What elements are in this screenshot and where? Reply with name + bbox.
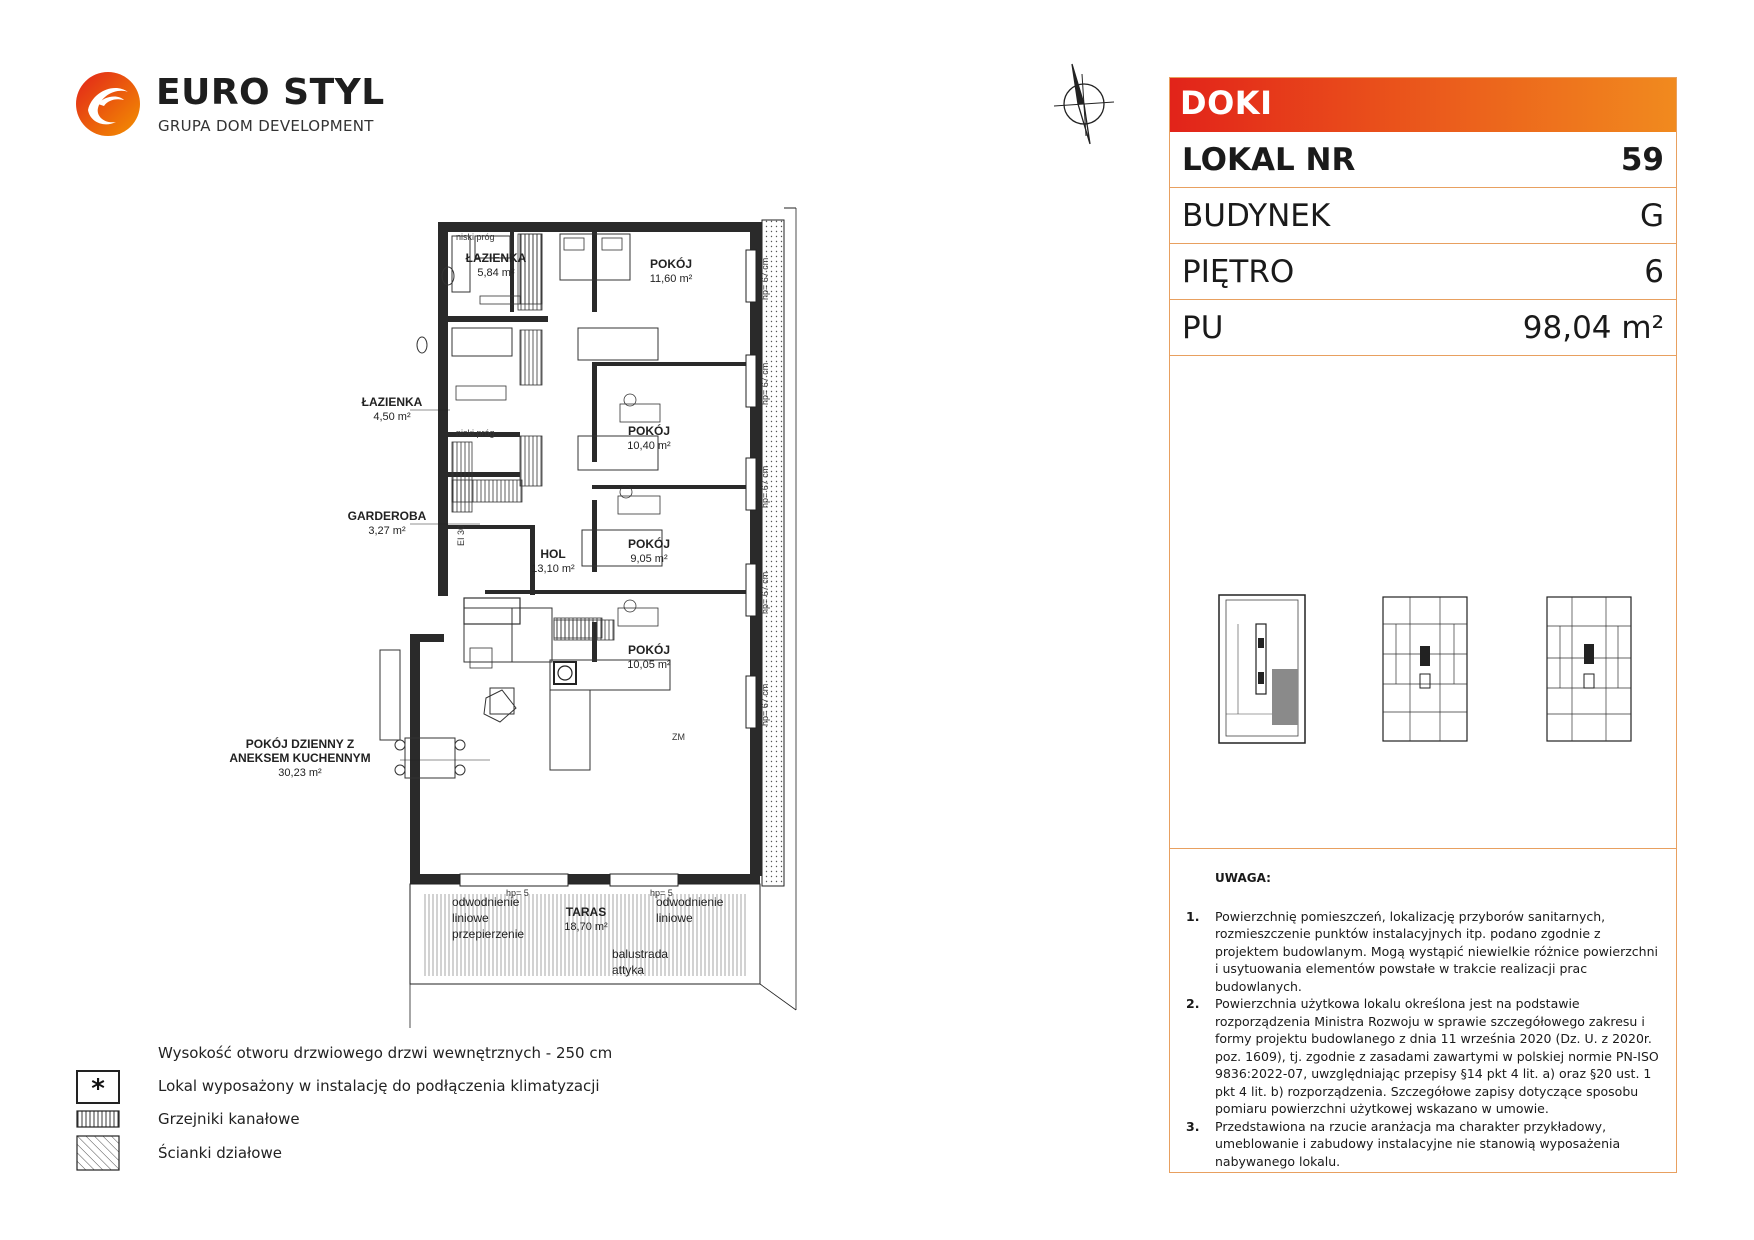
- room-area-lazienka-1: 5,84 m²: [477, 267, 515, 279]
- note-hp67-1: hp= 67 cm: [760, 257, 770, 300]
- room-label-salon-line2: ANEKSEM KUCHENNYM: [229, 751, 371, 765]
- note-text: Przedstawiona na rzucie aranżacja ma charakter przykładowy, umeblowanie i zabudowy instalacyjne nie stanowią wyposażenia nabywanego lokalu.: [1215, 1118, 1621, 1169]
- note-niski-prog-1: niski próg: [456, 232, 495, 242]
- note-ei30: EI 30: [456, 524, 466, 546]
- note-hp67-3: hp= 67 cm: [760, 465, 770, 508]
- asterisk-symbol: *: [91, 1074, 105, 1104]
- room-label-lazienka-2: ŁAZIENKA: [361, 395, 423, 409]
- note-hp5-right: hp= 5: [650, 888, 673, 898]
- note-number: 1.: [1186, 908, 1200, 924]
- room-label-taras: TARAS: [565, 905, 607, 919]
- notes-title: UWAGA:: [1215, 871, 1271, 885]
- legend-text-scianki: Ścianki działowe: [158, 1144, 282, 1162]
- note-odwodnienie-right: odwodnienie: [656, 895, 724, 909]
- legend-text-door-height: Wysokość otworu drzwiowego drzwi wewnętrznych - 250 cm: [158, 1044, 613, 1062]
- floor-plan: [229, 210, 820, 1030]
- row-label-budynek: BUDYNEK: [1182, 197, 1331, 234]
- key-plan-1: [1218, 594, 1306, 744]
- room-area-pokoj-3: 9,05 m²: [630, 553, 668, 565]
- row-value-pu: 98,04 m²: [1522, 309, 1664, 346]
- note-item: [1186, 908, 1660, 996]
- diagonal-hatch-icon: [76, 1135, 120, 1171]
- note-odwodnienie-left: odwodnienie: [452, 895, 520, 909]
- project-name: DOKI: [1170, 78, 1676, 132]
- room-label-hol: HOL: [540, 547, 566, 561]
- room-area-hol: 13,10 m²: [531, 563, 575, 575]
- notes-section: [1170, 850, 1676, 1170]
- row-budynek: [1170, 188, 1676, 244]
- note-text: Powierzchnię pomieszczeń, lokalizację przyborów sanitarnych, rozmieszczenie punktów instalacyjnych itp. podano zgodnie z projektem budowlanym. Mogą wystąpić niewielkie różnice powierzchni i usytuowania elementów powstałe w trakcie realizacji prac budowlanych.: [1215, 908, 1658, 994]
- row-label-pietro: PIĘTRO: [1182, 253, 1295, 290]
- room-label-salon-line1: POKÓJ DZIENNY Z: [245, 737, 355, 751]
- note-item: [1186, 1118, 1660, 1171]
- unit-info-panel: [1169, 77, 1677, 1173]
- room-label-lazienka-1: ŁAZIENKA: [465, 251, 527, 265]
- legend-text-grzejniki: Grzejniki kanałowe: [158, 1110, 300, 1128]
- row-label-pu: PU: [1182, 309, 1224, 346]
- room-area-pokoj-4: 10,05 m²: [627, 659, 671, 671]
- room-area-pokoj-1: 11,60 m²: [649, 273, 693, 285]
- room-area-lazienka-2: 4,50 m²: [373, 411, 411, 423]
- note-liniowe-left: liniowe: [452, 911, 489, 925]
- note-zm: ZM: [672, 732, 685, 742]
- room-area-taras: 18,70 m²: [564, 921, 608, 933]
- note-number: 3.: [1186, 1118, 1200, 1134]
- room-label-pokoj-3: POKÓJ: [627, 537, 671, 551]
- radiator-hatch-icon: [76, 1110, 120, 1128]
- note-attyka: attyka: [612, 963, 645, 977]
- row-value-lokal-nr: 59: [1620, 141, 1664, 178]
- note-liniowe-right: liniowe: [656, 911, 693, 925]
- note-przepierzenie: przepierzenie: [452, 927, 525, 941]
- room-label-pokoj-2: POKÓJ: [627, 424, 671, 438]
- euro-styl-logo-icon: [74, 70, 142, 138]
- north-arrow-icon: [1050, 58, 1120, 148]
- note-number: 2.: [1186, 996, 1200, 1011]
- brand-name: EURO STYL: [156, 72, 385, 113]
- note-hp67-5: hp= 67 cm: [760, 683, 770, 726]
- row-pu: [1170, 300, 1676, 356]
- row-value-pietro: 6: [1644, 253, 1664, 290]
- room-label-pokoj-1: POKÓJ: [649, 257, 693, 271]
- key-plan-2: [1382, 594, 1470, 744]
- room-area-salon: 30,23 m²: [278, 767, 322, 779]
- row-lokal-nr: [1170, 132, 1676, 188]
- row-value-budynek: G: [1639, 197, 1664, 234]
- legend-text-klimatyzacja: Lokal wyposażony w instalację do podłączenia klimatyzacji: [158, 1077, 600, 1095]
- room-label-pokoj-4: POKÓJ: [627, 643, 671, 657]
- brand-tagline: GRUPA DOM DEVELOPMENT: [158, 117, 374, 135]
- row-label-lokal-nr: LOKAL NR: [1182, 141, 1356, 178]
- note-hp67-4: hp= 67 cm: [760, 571, 770, 614]
- note-hp67-2: hp= 67 cm: [760, 362, 770, 405]
- note-item: [1186, 995, 1660, 1118]
- note-niski-prog-2: niski próg: [456, 428, 495, 438]
- brand-logo: [74, 70, 385, 140]
- room-area-garderoba: 3,27 m²: [368, 525, 406, 537]
- note-hp5-left: hp= 5: [506, 888, 529, 898]
- note-text: Powierzchnia użytkowa lokalu określona jest na podstawie rozporządzenia Ministra Rozwoju w sprawie szczegółowego zakresu i formy projektu budowlanego z dnia 11 września 2020 (Dz. U. z 2020r. poz. 1609), tj. zgodnie z zasadami zawartymi w polskiej normie PN-ISO 9836:2022-07, uwzględniając przepisy §14 pkt 4 lit. a) oraz §20 ust. 1 pkt 4 lit. b) rozporządzenia. Szczegółowe zapisy dotyczące sposobu pomiaru powierzchni użytkowej wskazano w umowie.: [1215, 996, 1659, 1116]
- room-area-pokoj-2: 10,40 m²: [627, 440, 671, 452]
- note-balustrada: balustrada: [612, 947, 669, 961]
- row-pietro: [1170, 244, 1676, 300]
- asterisk-box-icon: [76, 1070, 120, 1104]
- building-key-plans: [1170, 356, 1676, 849]
- key-plan-3: [1546, 594, 1634, 744]
- room-label-garderoba: GARDEROBA: [347, 509, 427, 523]
